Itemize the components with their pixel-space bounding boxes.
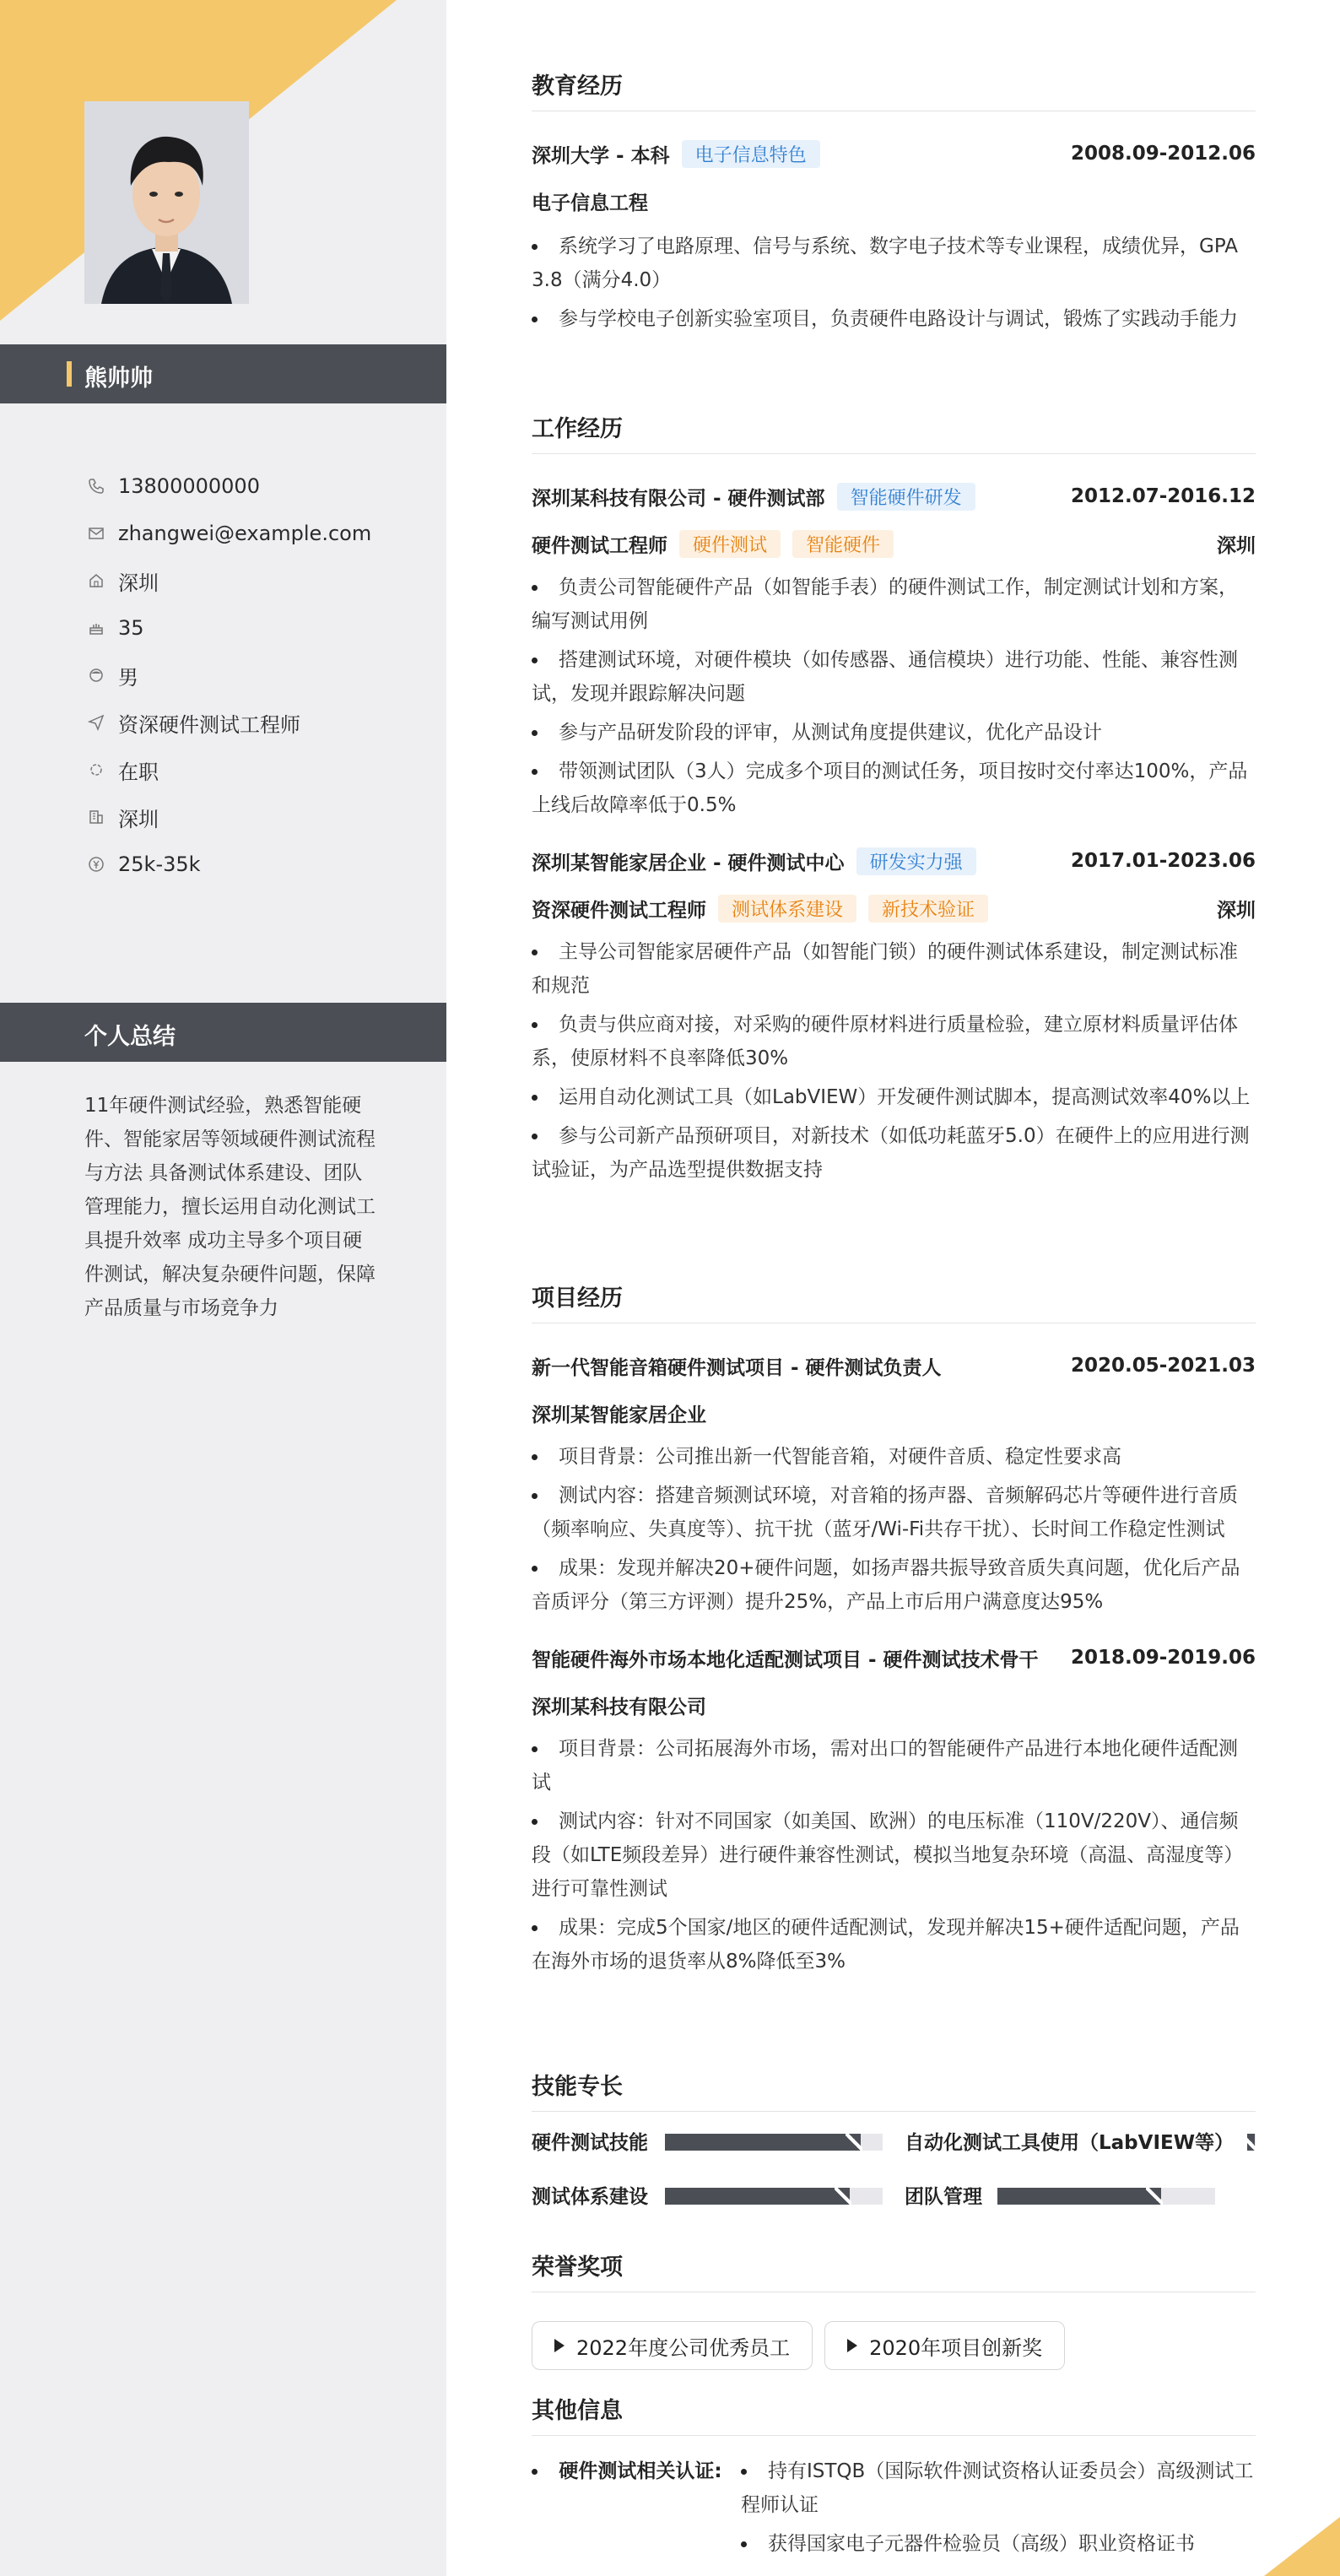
contact-home <box>84 557 439 604</box>
education-bullets <box>532 230 1256 336</box>
bullet-dot <box>532 2469 538 2475</box>
job-1-bullets <box>532 571 1256 822</box>
awards-list <box>532 2321 1256 2370</box>
skill-4-fill <box>997 2188 1161 2205</box>
skills-section <box>532 2068 1256 2238</box>
project-2-date: 2018.09-2019.06 <box>1070 1647 1256 1669</box>
contact-status-value: 在职 <box>118 760 159 784</box>
job-2-role-tag-1: 测试体系建设 <box>718 895 856 923</box>
skill-1-fill <box>665 2134 861 2151</box>
education-title: 教育经历 <box>532 68 1256 111</box>
job-1-tag: 智能硬件研发 <box>837 483 975 511</box>
other-section <box>532 2392 1256 2561</box>
contact-gender <box>84 652 439 699</box>
cake-icon <box>84 620 108 636</box>
contact-status <box>84 746 439 793</box>
job-2-company: 深圳某智能家居企业 - 硬件测试中心 <box>532 852 845 874</box>
list-item: 负责与供应商对接，对采购的硬件原材料进行质量检验，建立原材料质量评估体系，使原材料不良率降低30% <box>532 1008 1256 1075</box>
yen-icon <box>84 856 108 873</box>
contact-age-value: 35 <box>118 616 144 640</box>
skill-4-bar <box>997 2188 1215 2205</box>
other-label-row <box>532 2454 722 2488</box>
list-item: 测试内容：搭建音频测试环境，对音箱的扬声器、音频解码芯片等硬件进行音质（频率响应、失真度等）、抗干扰（蓝牙/Wi-Fi共存干扰）、长时间工作稳定性测试 <box>532 1479 1256 1546</box>
other-label: 硬件测试相关认证: <box>559 2460 722 2482</box>
award-item-1 <box>532 2321 813 2370</box>
education-date: 2008.09-2012.06 <box>1070 143 1256 165</box>
mail-icon <box>84 525 108 542</box>
avatar <box>84 101 249 304</box>
list-item: 带领测试团队（3人）完成多个项目的测试任务，项目按时交付率达100%，产品上线后故障率低于0.5% <box>532 755 1256 822</box>
project-2-name: 智能硬件海外市场本地化适配测试项目 - 硬件测试技术骨干 <box>532 1648 1039 1671</box>
project-2-header <box>532 1641 1256 1675</box>
skill-3-bar <box>665 2188 883 2205</box>
job-1-header <box>532 479 1256 513</box>
list-item: 系统学习了电路原理、信号与系统、数字电子技术等专业课程，成绩优异，GPA 3.8（满分4.0） <box>532 230 1256 297</box>
work-section <box>532 410 1256 1187</box>
contact-city-value: 深圳 <box>118 807 159 831</box>
job-2-role: 资深硬件测试工程师 <box>532 899 706 922</box>
list-item: 负责公司智能硬件产品（如智能手表）的硬件测试工作，制定测试计划和方案，编写测试用例 <box>532 571 1256 638</box>
job-1-role-tag-2: 智能硬件 <box>792 530 894 558</box>
awards-title: 荣誉奖项 <box>532 2249 1256 2292</box>
list-item: 参与公司新产品预研项目，对新技术（如低功耗蓝牙5.0）在硬件上的应用进行测试验证，为产品选型提供数据支持 <box>532 1119 1256 1187</box>
skill-4-label: 团队管理 <box>905 2185 982 2208</box>
job-1-city: 深圳 <box>1217 534 1256 557</box>
awards-section <box>532 2249 1256 2370</box>
skill-2-fill <box>1247 2134 1255 2151</box>
list-item: 项目背景：公司拓展海外市场，需对出口的智能硬件产品进行本地化硬件适配测试 <box>532 1732 1256 1799</box>
skill-1-label: 硬件测试技能 <box>532 2131 648 2154</box>
education-header <box>532 137 1256 170</box>
avatar-illustration <box>84 101 249 304</box>
contact-email <box>84 510 439 557</box>
contact-city <box>84 793 439 841</box>
project-1-date: 2020.05-2021.03 <box>1070 1355 1256 1377</box>
project-1-company-row <box>532 1396 1256 1430</box>
summary-text: 11年硬件测试经验，熟悉智能硬件、智能家居等领域硬件测试流程与方法 具备测试体系建设、团队管理能力，擅长运用自动化测试工具提升效率 成功主导多个项目硬件测试，解决复杂硬件问题，保障产品质量与市场竞争力 <box>84 1095 376 1319</box>
contact-age <box>84 604 439 652</box>
contact-phone <box>84 463 439 510</box>
skill-3-fill <box>665 2188 850 2205</box>
education-school: 深圳大学 - 本科 <box>532 144 670 167</box>
list-item: 项目背景：公司推出新一代智能音箱，对硬件音质、稳定性要求高 <box>532 1440 1256 1474</box>
award-item-1-label: 2022年度公司优秀员工 <box>576 2335 791 2360</box>
phone-icon <box>84 478 108 495</box>
contact-salary <box>84 841 439 888</box>
profile-name: 熊帅帅 <box>84 365 153 392</box>
job-1-date: 2012.07-2016.12 <box>1070 485 1256 507</box>
status-icon <box>84 761 108 778</box>
list-item: 获得国家电子元器件检验员（高级）职业资格证书 <box>741 2527 1256 2561</box>
education-major: 电子信息工程 <box>532 192 648 214</box>
job-2-role-tag-2: 新技术验证 <box>868 895 988 923</box>
skills-title: 技能专长 <box>532 2068 1256 2112</box>
contact-phone-value: 13800000000 <box>118 474 260 498</box>
building-icon <box>84 809 108 825</box>
skill-1-bar <box>665 2134 883 2151</box>
list-item: 成果：完成5个国家/地区的硬件适配测试，发现并解决15+硬件适配问题，产品在海外市场的退货率从8%降低至3% <box>532 1911 1256 1978</box>
skill-3-label: 测试体系建设 <box>532 2185 648 2208</box>
list-item: 测试内容：针对不同国家（如美国、欧洲）的电压标准（110V/220V）、通信频段（如LTE频段差异）进行硬件兼容性测试，模拟当地复杂环境（高温、高湿度等）进行可靠性测试 <box>532 1805 1256 1906</box>
other-title: 其他信息 <box>532 2392 1256 2436</box>
projects-section <box>532 1280 1256 1978</box>
contact-position <box>84 699 439 746</box>
contact-email-value: zhangwei@example.com <box>118 522 372 545</box>
work-title: 工作经历 <box>532 410 1256 454</box>
job-2-date: 2017.01-2023.06 <box>1070 850 1256 872</box>
list-item: 持有ISTQB（国际软件测试资格认证委员会）高级测试工程师认证 <box>741 2454 1256 2522</box>
summary-title: 个人总结 <box>84 1024 176 1050</box>
award-item-2 <box>824 2321 1065 2370</box>
name-accent-marker <box>67 361 72 387</box>
education-tag: 电子信息特色 <box>682 140 820 168</box>
contact-position-value: 资深硬件测试工程师 <box>118 712 300 737</box>
list-item: 搭建测试环境，对硬件模块（如传感器、通信模块）进行功能、性能、兼容性测试，发现并跟踪解决问题 <box>532 643 1256 711</box>
send-icon <box>84 714 108 731</box>
gender-icon <box>84 667 108 684</box>
job-2-city: 深圳 <box>1217 899 1256 922</box>
sidebar <box>0 0 446 2576</box>
project-1-header <box>532 1349 1256 1383</box>
job-2-tag: 研发实力强 <box>856 847 976 875</box>
project-1-company: 深圳某智能家居企业 <box>532 1404 706 1426</box>
home-icon <box>84 572 108 589</box>
job-2-header <box>532 844 1256 878</box>
education-section <box>532 68 1256 336</box>
job-1-role-row <box>532 527 1256 560</box>
name-banner <box>0 344 446 403</box>
contact-gender-value: 男 <box>118 665 138 690</box>
job-1-role: 硬件测试工程师 <box>532 534 667 557</box>
summary-banner <box>0 1003 446 1062</box>
decorative-corner <box>1264 2517 1340 2576</box>
skill-2-bar <box>1247 2134 1256 2151</box>
skills-grid <box>532 2112 1256 2238</box>
project-1-bullets <box>532 1440 1256 1619</box>
list-item: 参与学校电子创新实验室项目，负责硬件电路设计与调试，锻炼了实践动手能力 <box>532 302 1256 336</box>
award-item-2-label: 2020年项目创新奖 <box>869 2335 1043 2360</box>
project-1-name: 新一代智能音箱硬件测试项目 - 硬件测试负责人 <box>532 1356 942 1379</box>
job-1-company: 深圳某科技有限公司 - 硬件测试部 <box>532 487 825 510</box>
job-1-role-tag-1: 硬件测试 <box>679 530 781 558</box>
list-item: 参与产品研发阶段的评审，从测试角度提供建议，优化产品设计 <box>532 716 1256 750</box>
project-2-bullets <box>532 1732 1256 1978</box>
play-icon <box>554 2339 565 2352</box>
contact-home-value: 深圳 <box>118 571 159 595</box>
contact-list <box>84 463 439 888</box>
list-item: 运用自动化测试工具（如LabVIEW）开发硬件测试脚本，提高测试效率40%以上 <box>532 1080 1256 1114</box>
skill-2-label: 自动化测试工具使用（LabVIEW等） <box>905 2131 1235 2154</box>
contact-salary-value: 25k-35k <box>118 852 201 876</box>
play-icon <box>847 2339 857 2352</box>
job-2-role-row <box>532 891 1256 925</box>
education-major-row <box>532 184 1256 218</box>
projects-title: 项目经历 <box>532 1280 1256 1323</box>
other-items <box>741 2454 1256 2561</box>
project-2-company: 深圳某科技有限公司 <box>532 1696 706 1718</box>
other-content <box>532 2454 1256 2561</box>
list-item: 主导公司智能家居硬件产品（如智能门锁）的硬件测试体系建设，制定测试标准和规范 <box>532 935 1256 1003</box>
list-item: 成果：发现并解决20+硬件问题，如扬声器共振导致音质失真问题，优化后产品音质评分（第三方评测）提升25%，产品上市后用户满意度达95% <box>532 1551 1256 1619</box>
project-2-company-row <box>532 1688 1256 1722</box>
job-2-bullets <box>532 935 1256 1187</box>
